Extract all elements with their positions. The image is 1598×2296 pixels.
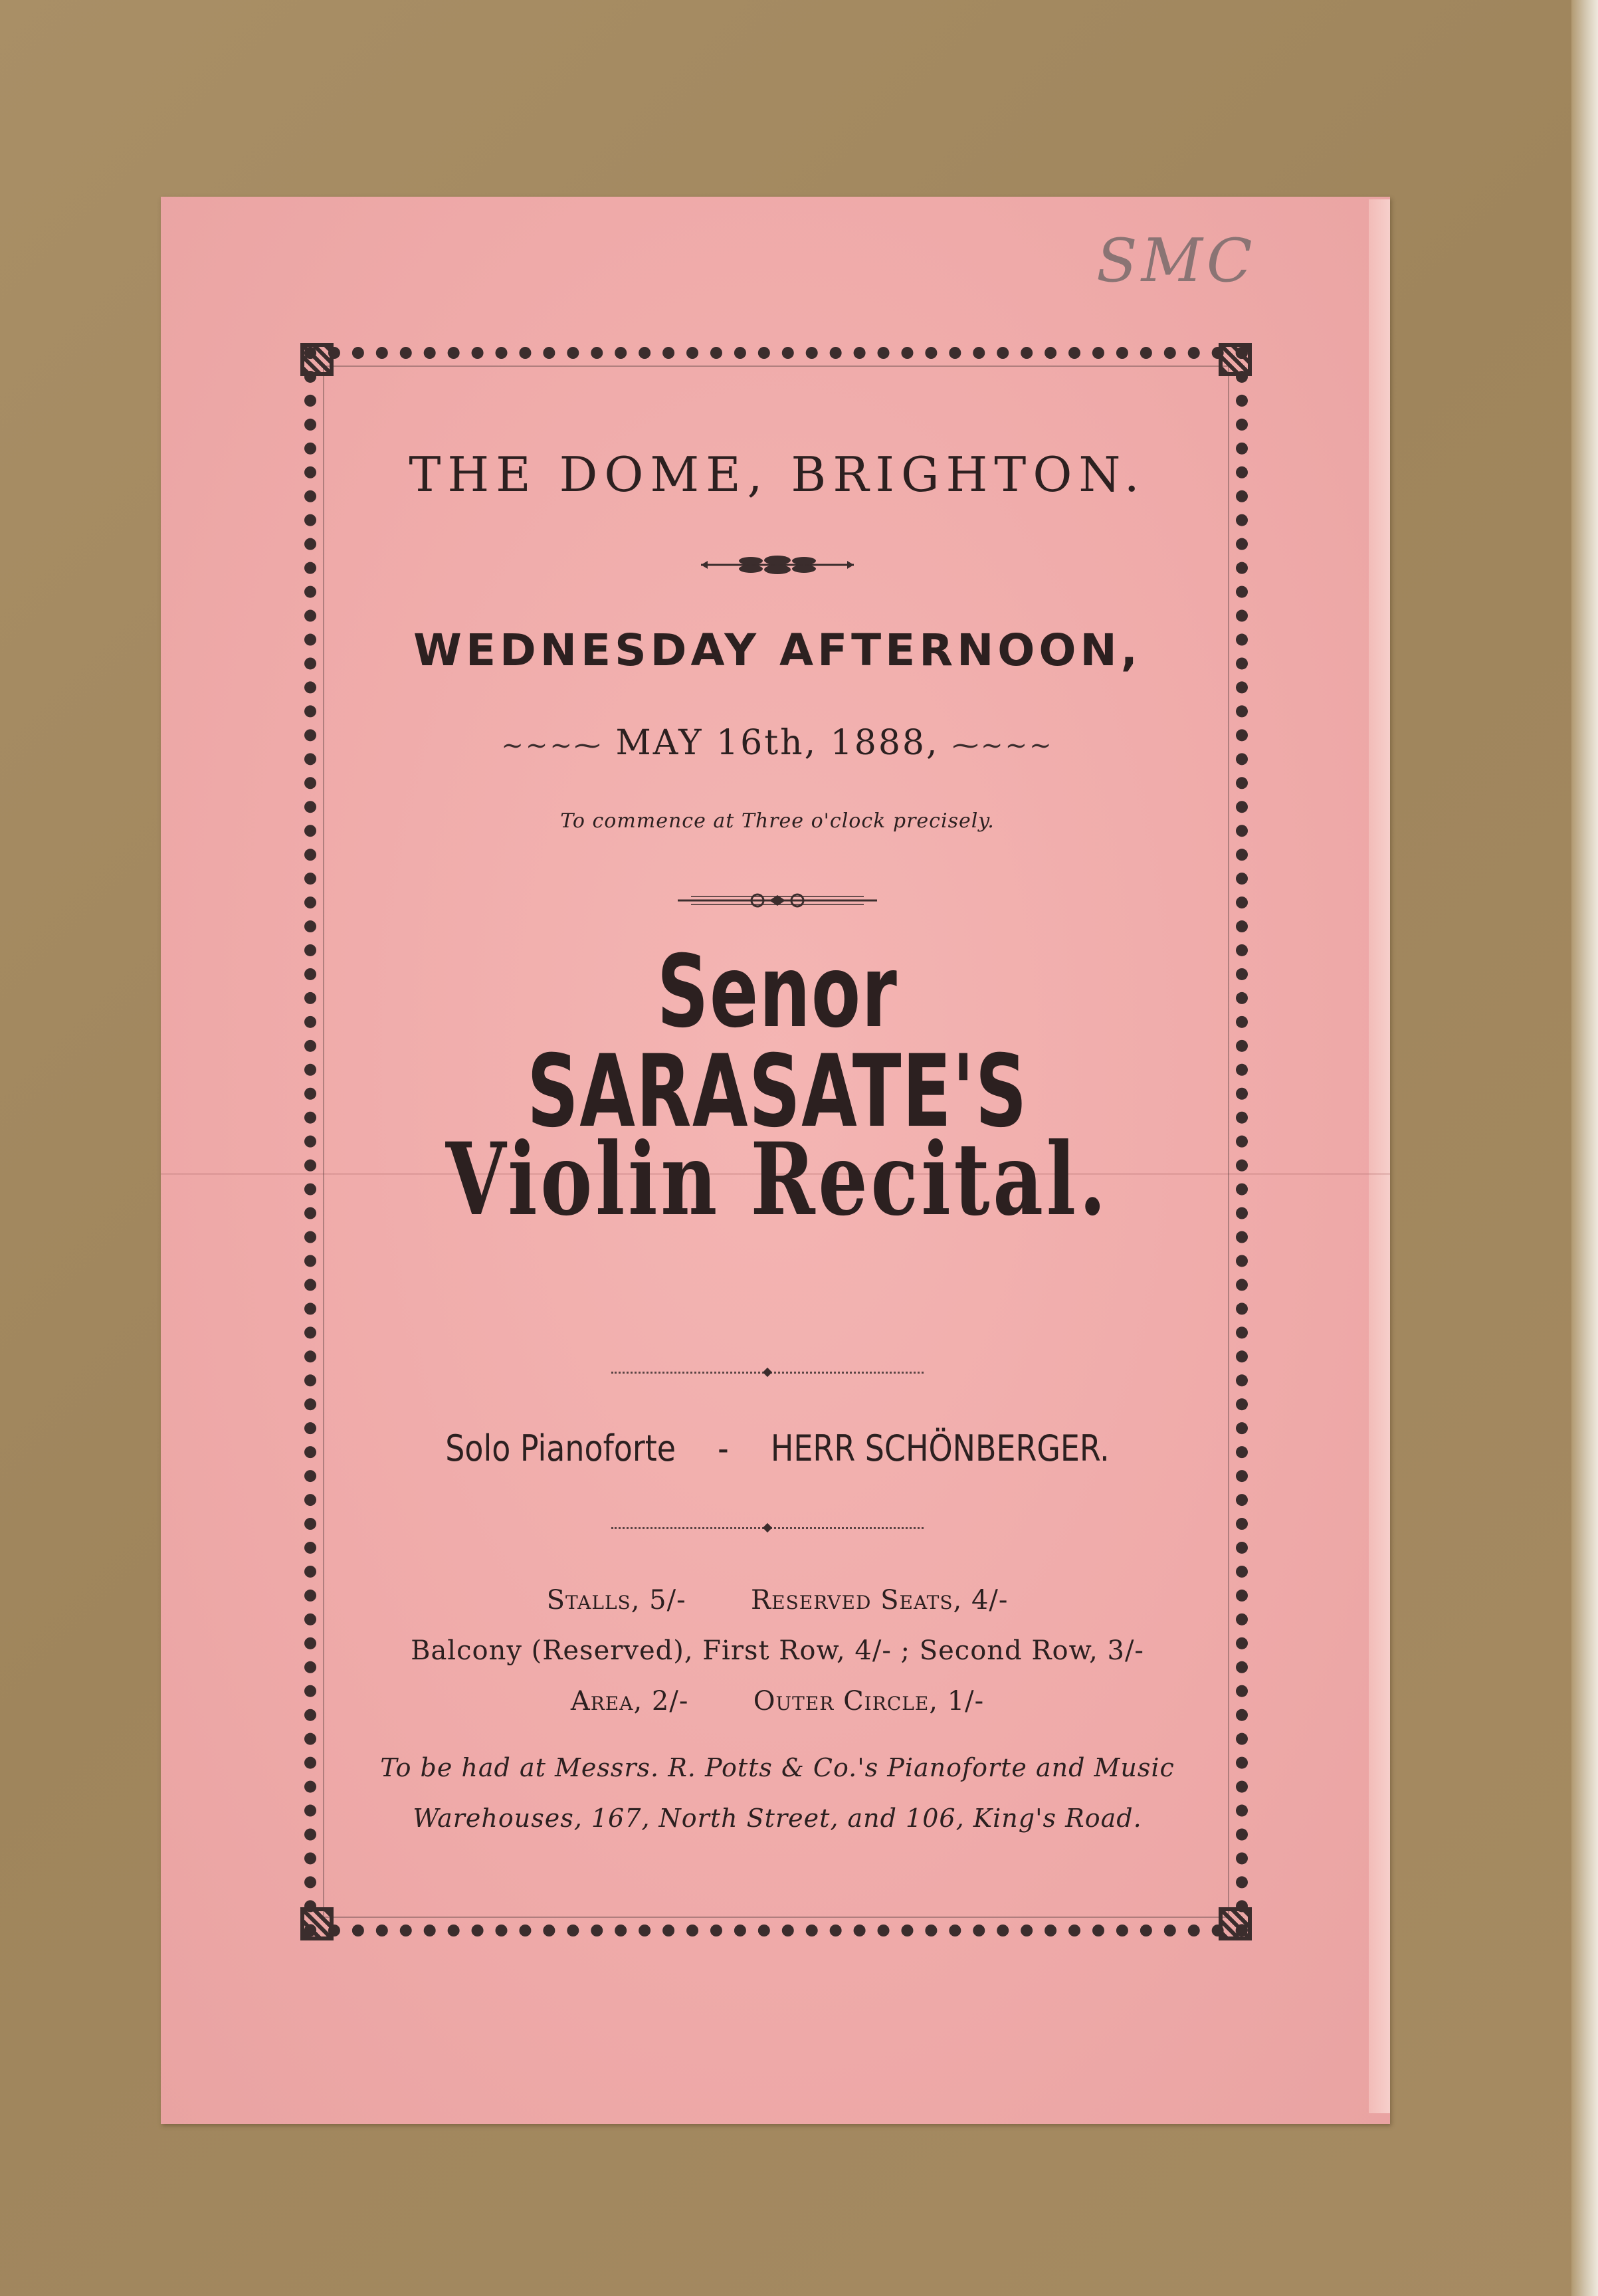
right-flourish-icon: ⁓~~~ — [952, 730, 1054, 761]
artist-title: Senor SARASATE'S — [527, 934, 1028, 1150]
leaf-ornament — [332, 552, 1223, 578]
event-title: Violin Recital. — [445, 1121, 1110, 1238]
border-corner-ornament — [300, 1907, 334, 1940]
price-outer-circle: Outer Circle, 1/- — [753, 1686, 985, 1717]
price-balcony: Balcony (Reserved), First Row, 4/- ; Second Row, 3/- — [411, 1635, 1144, 1666]
pianist-line — [399, 1427, 1156, 1469]
sales-line: Warehouses, 167, North Street, and 106, King's Road. — [413, 1804, 1142, 1833]
leaf-ornament-icon — [698, 552, 857, 578]
event-date: MAY 16th, 1888, — [615, 723, 940, 763]
scroll-ornament — [332, 887, 1223, 914]
border-corner-ornament — [300, 343, 334, 376]
price-area: Area, 2/- — [570, 1686, 689, 1717]
price-line — [332, 1676, 1223, 1726]
pianist-separator: - — [718, 1427, 729, 1469]
border-corner-ornament — [1219, 343, 1252, 376]
venue-heading: THE DOME, BRIGHTON. — [409, 447, 1146, 502]
start-time-note: To commence at Three o'clock precisely. — [560, 809, 995, 833]
pianist-role: Solo Pianoforte — [445, 1427, 676, 1469]
scroll-ornament-icon — [671, 887, 884, 914]
price-stalls: Stalls, 5/- — [546, 1585, 686, 1616]
day-heading: WEDNESDAY AFTERNOON, — [413, 625, 1142, 676]
ticket-prices — [332, 1575, 1223, 1726]
sales-line: To be had at Messrs. R. Potts & Co.'s Pianoforte and Music — [380, 1753, 1175, 1782]
price-line — [332, 1625, 1223, 1676]
border-corner-ornament — [1219, 1907, 1252, 1940]
left-flourish-icon: ~~~⁓ — [501, 730, 603, 761]
backing-board-edge — [1571, 0, 1598, 2296]
ticket-sales-info — [332, 1742, 1223, 1843]
date-line — [332, 723, 1223, 763]
sheet-edge — [1369, 199, 1390, 2113]
pianist-name: HERR SCHÖNBERGER. — [770, 1427, 1110, 1469]
price-reserved-seats: Reserved Seats, 4/- — [751, 1585, 1009, 1616]
handwritten-initials: SMC — [1096, 226, 1256, 296]
price-line — [332, 1575, 1223, 1625]
